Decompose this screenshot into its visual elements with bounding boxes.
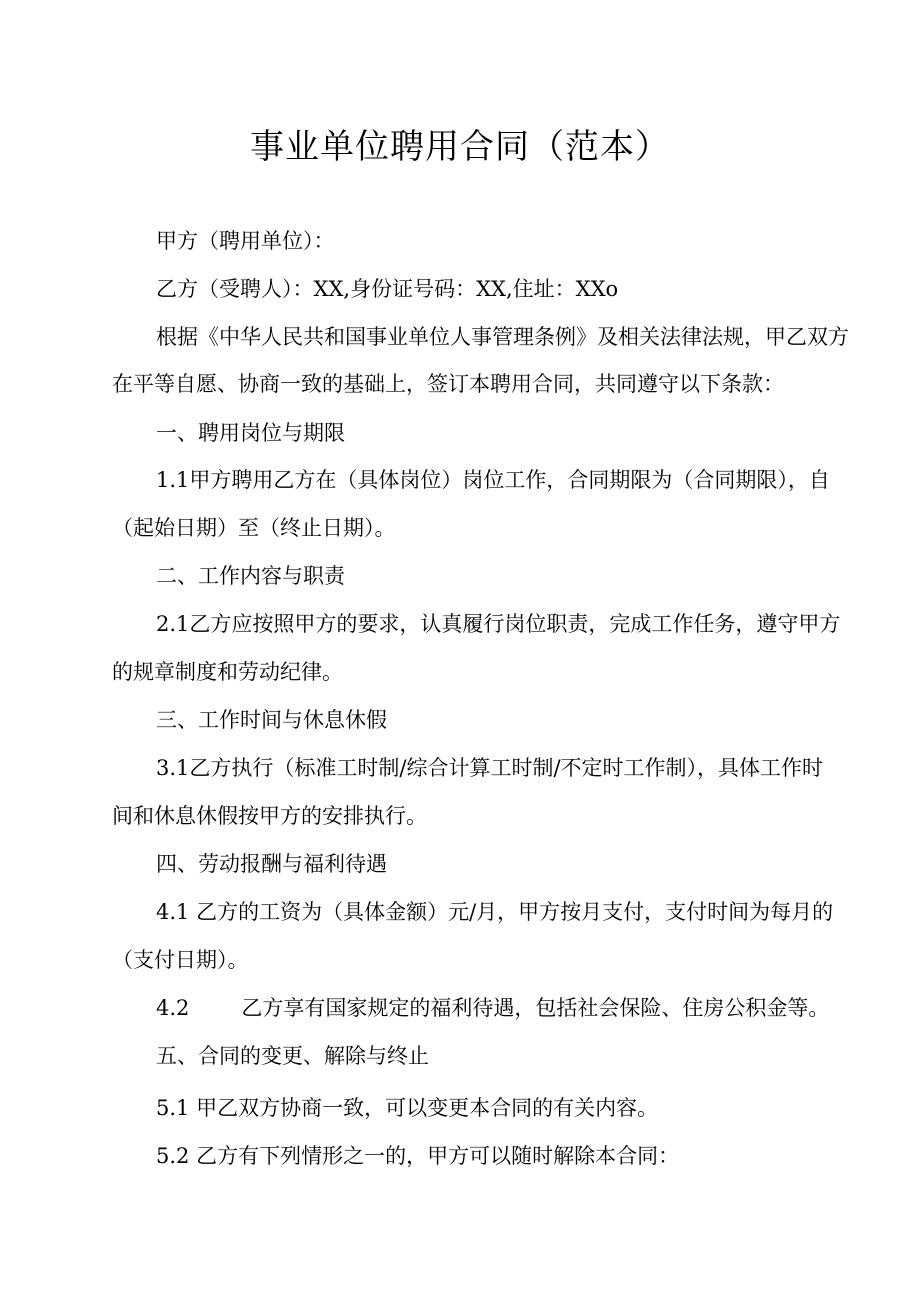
- clause-4-1-line-1: 4.1 乙方的工资为（具体金额）元/月，甲方按月支付，支付时间为每月的: [156, 900, 834, 924]
- clause-2-1-line-2: 的规章制度和劳动纪律。: [112, 660, 343, 684]
- preamble-line-1: 根据《中华人民共和国事业单位人事管理条例》及相关法律法规，甲乙双方: [156, 325, 849, 349]
- clause-2-1-line-1: 2.1乙方应按照甲方的要求，认真履行岗位职责，完成工作任务，遵守甲方: [156, 612, 841, 636]
- party-a-line: 甲方（聘用单位）：: [156, 229, 335, 253]
- section-1-heading: 一、聘用岗位与期限: [156, 421, 345, 445]
- clause-5-1: 5.1 甲乙双方协商一致，可以变更本合同的有关内容。: [156, 1096, 659, 1120]
- preamble-line-2: 在平等自愿、协商一致的基础上，签订本聘用合同，共同遵守以下条款：: [112, 372, 784, 396]
- clause-3-1-line-1: 3.1乙方执行（标准工时制/综合计算工时制/不定时工作制），具体工作时: [156, 756, 824, 780]
- clause-1-1-line-2: （起始日期）至（终止日期）。: [112, 516, 396, 540]
- party-b-line: 乙方（受聘人）：XX,身份证号码：XX,住址：XXo: [156, 277, 619, 301]
- document-title: 事业单位聘用合同（范本）: [250, 127, 670, 167]
- clause-4-2-text: 乙方享有国家规定的福利待遇，包括社会保险、住房公积金等。: [241, 996, 830, 1020]
- clause-1-1-line-1: 1.1甲方聘用乙方在（具体岗位）岗位工作，合同期限为（合同期限），自: [156, 468, 830, 492]
- clause-4-1-line-2: （支付日期）。: [112, 948, 249, 972]
- section-3-heading: 三、工作时间与休息休假: [156, 708, 387, 732]
- section-5-heading: 五、合同的变更、解除与终止: [156, 1044, 429, 1068]
- clause-4-2: [156, 993, 856, 1023]
- clause-4-2-number: 4.2: [156, 996, 190, 1020]
- section-4-heading: 四、劳动报酬与福利待遇: [156, 852, 387, 876]
- section-2-heading: 二、工作内容与职责: [156, 564, 345, 588]
- clause-5-2: 5.2 乙方有下列情形之一的，甲方可以随时解除本合同：: [156, 1144, 680, 1168]
- clause-3-1-line-2: 间和休息休假按甲方的安排执行。: [112, 804, 427, 828]
